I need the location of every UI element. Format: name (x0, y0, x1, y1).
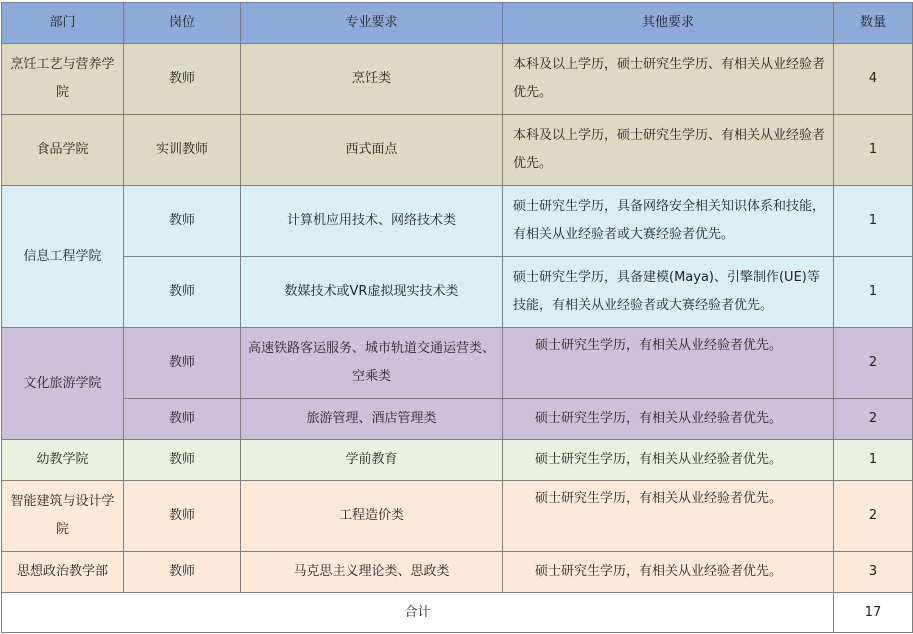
recruitment-table (1, 2, 913, 633)
dept-cell: 信息工程学院 (2, 186, 124, 328)
dept-cell: 文化旅游学院 (2, 328, 124, 440)
table-row (2, 115, 913, 186)
major-cell: 计算机应用技术、网络技术类 (241, 186, 503, 257)
count-cell: 1 (834, 115, 913, 186)
table-row (2, 257, 913, 328)
dept-cell: 食品学院 (2, 115, 124, 186)
requirement-cell: 硕士研究生学历，有相关从业经验者优先。 (503, 440, 834, 481)
header-major: 专业要求 (241, 3, 503, 44)
major-cell: 工程造价类 (241, 481, 503, 552)
major-cell: 高速铁路客运服务、城市轨道交通运营类、空乘类 (241, 328, 503, 399)
header-dept: 部门 (2, 3, 124, 44)
position-cell: 教师 (124, 257, 241, 328)
count-cell: 1 (834, 186, 913, 257)
major-cell: 学前教育 (241, 440, 503, 481)
count-cell: 4 (834, 44, 913, 115)
position-cell: 教师 (124, 440, 241, 481)
position-cell: 教师 (124, 44, 241, 115)
position-cell: 教师 (124, 186, 241, 257)
table-row (2, 552, 913, 593)
major-cell: 马克思主义理论类、思政类 (241, 552, 503, 593)
total-value: 17 (834, 593, 913, 633)
dept-cell: 智能建筑与设计学院 (2, 481, 124, 552)
count-cell: 1 (834, 257, 913, 328)
total-row (2, 593, 913, 633)
count-cell: 2 (834, 399, 913, 440)
major-cell: 西式面点 (241, 115, 503, 186)
header-other: 其他要求 (503, 3, 834, 44)
requirement-cell: 硕士研究生学历，有相关从业经验者优先。 (503, 481, 834, 552)
major-cell: 旅游管理、酒店管理类 (241, 399, 503, 440)
requirement-cell: 本科及以上学历，硕士研究生学历、有相关从业经验者优先。 (503, 115, 834, 186)
dept-cell: 幼教学院 (2, 440, 124, 481)
total-label: 合计 (2, 593, 834, 633)
dept-cell: 烹饪工艺与营养学院 (2, 44, 124, 115)
table-row (2, 481, 913, 552)
header-count: 数量 (834, 3, 913, 44)
table-row (2, 328, 913, 399)
count-cell: 2 (834, 481, 913, 552)
table-row (2, 440, 913, 481)
requirement-cell: 硕士研究生学历，具备网络安全相关知识体系和技能，有相关从业经验者或大赛经验者优先。 (503, 186, 834, 257)
major-cell: 数媒技术或VR虚拟现实技术类 (241, 257, 503, 328)
header-position: 岗位 (124, 3, 241, 44)
dept-cell: 思想政治教学部 (2, 552, 124, 593)
requirement-cell: 硕士研究生学历，具备建模(Maya)、引擎制作(UE)等技能，有相关从业经验者或大赛经验者优先。 (503, 257, 834, 328)
table-row (2, 399, 913, 440)
position-cell: 教师 (124, 552, 241, 593)
requirement-cell: 硕士研究生学历，有相关从业经验者优先。 (503, 399, 834, 440)
table-row (2, 186, 913, 257)
requirement-cell: 硕士研究生学历，有相关从业经验者优先。 (503, 552, 834, 593)
position-cell: 实训教师 (124, 115, 241, 186)
position-cell: 教师 (124, 481, 241, 552)
count-cell: 1 (834, 440, 913, 481)
requirement-cell: 本科及以上学历，硕士研究生学历、有相关从业经验者优先。 (503, 44, 834, 115)
count-cell: 3 (834, 552, 913, 593)
header-row (2, 3, 913, 44)
count-cell: 2 (834, 328, 913, 399)
position-cell: 教师 (124, 328, 241, 399)
table-row (2, 44, 913, 115)
requirement-cell: 硕士研究生学历，有相关从业经验者优先。 (503, 328, 834, 399)
major-cell: 烹饪类 (241, 44, 503, 115)
position-cell: 教师 (124, 399, 241, 440)
